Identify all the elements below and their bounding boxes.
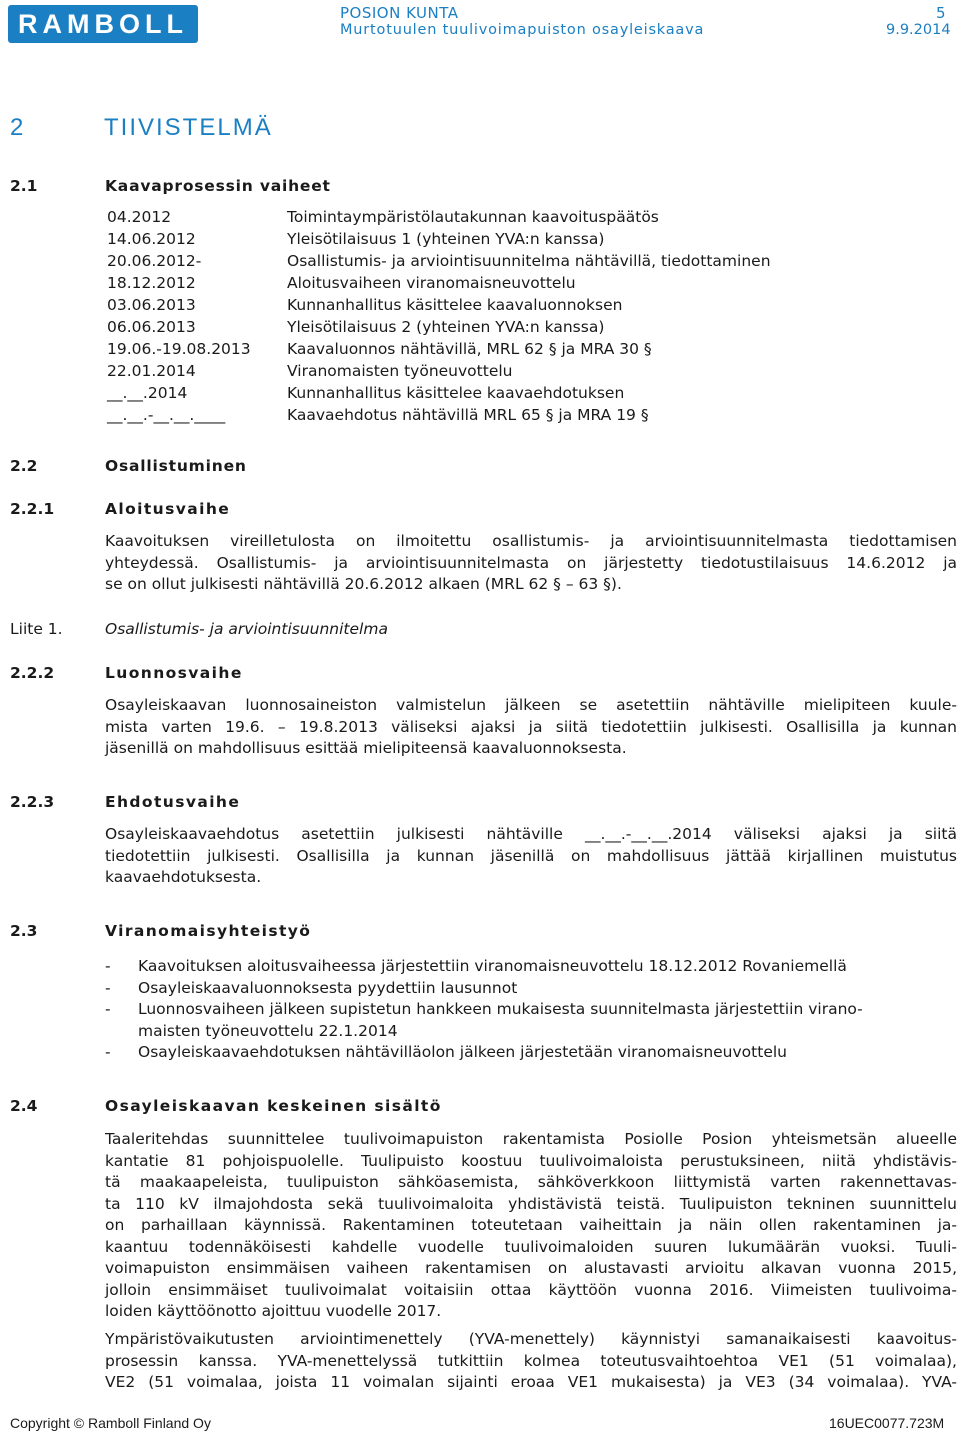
- text-line: mista varten 19.6. – 19.8.2013 väliseksi ajaksi ja siitä tiedotettiin julkisesti. Osallisilla ja kunnan: [105, 717, 957, 736]
- bullet-dash: -: [105, 957, 111, 975]
- text-line: kaantuu todennäköisesti kahdelle vuodelle tuulivoimaloiden suuren lukumäärän vuoksi. Tuuli-: [105, 1237, 957, 1256]
- timeline-event: Kunnanhallitus käsittelee kaavaluonnoksen: [287, 296, 623, 314]
- text-line: VE2 (51 voimalaa, joista 11 voimalan sijainti eroaa VE1 mukaisesta) ja VE3 (34 voimalaa). YVA-: [105, 1373, 957, 1391]
- text-line: tiedotettiin julkisesti. Osallisilla ja kunnan jäsenillä on mahdollisuus jättää kirjallinen muistutus: [105, 846, 957, 865]
- heading-title: Aloitusvaihe: [105, 500, 231, 518]
- footer-document-code: 16UEC0077.723M: [829, 1415, 945, 1431]
- attachment-label: Liite 1.: [10, 620, 63, 638]
- heading-title: Osayleiskaavan keskeinen sisältö: [105, 1097, 442, 1115]
- paragraph-ehdotusvaihe: [105, 824, 957, 889]
- list-item-text: Osayleiskaavaehdotuksen nähtävilläolon jälkeen järjestetään viranomaisneuvottelu: [138, 1043, 787, 1061]
- timeline-date: 14.06.2012: [107, 230, 196, 248]
- text-line: yhteydessä. Osallistumis- ja arviointisuunnitelmasta on järjestetty tiedotustilaisuus 14.6.2012 ja: [105, 553, 957, 572]
- list-item: [105, 956, 847, 978]
- timeline-event: Kaavaluonnos nähtävillä, MRL 62 § ja MRA 30 §: [287, 340, 652, 358]
- list-item: [105, 1042, 830, 1064]
- heading-title: Ehdotusvaihe: [105, 793, 241, 811]
- heading-title: Luonnosvaihe: [105, 664, 243, 682]
- heading-number: 2.2.2: [10, 664, 55, 682]
- text-line: tä maakaapeleista, tuulipuiston sähköasemista, sähköverkkoon liittymistä varten rakennettavas-: [105, 1173, 957, 1191]
- bullet-dash: -: [105, 1000, 111, 1018]
- text-line: on parhaillaan käynnissä. Rakentaminen toteutetaan vaiheittain ja näin ollen rakentaminen ja-: [105, 1216, 957, 1234]
- text-line: se on ollut julkisesti nähtävillä 20.6.2012 alkaen (MRL 62 § – 63 §).: [105, 575, 622, 593]
- timeline-event: Aloitusvaiheen viranomaisneuvottelu: [287, 274, 576, 292]
- timeline-date: 06.06.2013: [107, 318, 196, 336]
- heading-number: 2.2.3: [10, 793, 55, 811]
- text-line: ta 110 kV ilmajohdosta sekä tuulivoimaloita yhdistävistä teistä. Tuulipuiston tekninen suunnittelu: [105, 1194, 957, 1213]
- attachment-title: Osallistumis- ja arviointisuunnitelma: [105, 620, 388, 638]
- list-item-text: Osayleiskaavaluonnoksesta pyydettiin lausunnot: [138, 978, 518, 997]
- heading-title: Viranomaisyhteistyö: [105, 922, 312, 940]
- paragraph-aloitusvaihe: [105, 531, 957, 596]
- heading-number: 2.2: [10, 457, 38, 475]
- list-item-text: maisten työneuvottelu 22.1.2014: [138, 1021, 398, 1040]
- list-item-continuation: [105, 1021, 830, 1043]
- heading-number: 2.3: [10, 922, 38, 940]
- text-line: Osayleiskaavaehdotus asetettiin julkisesti nähtäville __.__.-__.__.2014 väliseksi ajaksi ja siitä: [105, 825, 957, 843]
- text-line: Ympäristövaikutusten arviointimenettely (YVA-menettely) käynnistyi samanaikaisesti kaavoitus-: [105, 1330, 957, 1348]
- ramboll-logo: RAMBOLL: [8, 5, 198, 43]
- timeline-event: Yleisötilaisuus 2 (yhteinen YVA:n kanssa): [287, 318, 605, 336]
- bullet-list-viranomaisyhteistyo: [105, 956, 863, 1064]
- section-number: 2: [10, 114, 24, 141]
- list-item-text: Kaavoituksen aloitusvaiheessa järjestettiin viranomaisneuvottelu 18.12.2012 Rovaniemellä: [138, 957, 847, 975]
- timeline-date: 18.12.2012: [107, 274, 196, 292]
- header-title: POSION KUNTA: [340, 4, 459, 22]
- timeline-date: 19.06.-19.08.2013: [107, 340, 251, 358]
- text-line: Taaleritehdas suunnittelee tuulivoimapuiston rakentamista Posiolle Posion yhteismetsän alueelle: [105, 1130, 957, 1148]
- heading-number: 2.1: [10, 177, 38, 195]
- heading-title: Osallistuminen: [105, 457, 247, 475]
- timeline-event: Kaavaehdotus nähtävillä MRL 65 § ja MRA 19 §: [287, 406, 649, 424]
- text-line: Osayleiskaavan luonnosaineiston valmistelun jälkeen se asetettiin nähtäville mielipiteen kuule-: [105, 696, 957, 714]
- timeline-date: __.__.-__.__.____: [107, 406, 226, 424]
- header-subtitle: Murtotuulen tuulivoimapuiston osayleiskaava: [340, 22, 705, 38]
- timeline-date: 20.06.2012-: [107, 252, 202, 270]
- text-line: Kaavoituksen vireilletulosta on ilmoitettu osallistumis- ja arviointisuunnitelmasta tiedottamisen: [105, 532, 957, 550]
- text-line: jäsenillä on mahdollisuus esittää mielipiteensä kaavaluonnoksesta.: [105, 739, 627, 757]
- paragraph-sisalto-1: [105, 1129, 957, 1323]
- page-number: 5: [936, 4, 946, 22]
- text-line: loiden käyttöönotto ajoittuu vuodelle 2017.: [105, 1302, 442, 1320]
- text-line: kaavaehdotuksesta.: [105, 868, 262, 886]
- text-line: jolloin ensimmäiset tuulivoimalat voitaisiin ottaa käyttöön vuonna 2016. Viimeisten tuulivoima-: [105, 1280, 957, 1299]
- timeline-date: 04.2012: [107, 208, 172, 226]
- timeline-date: 03.06.2013: [107, 296, 196, 314]
- timeline-date: 22.01.2014: [107, 362, 196, 380]
- timeline-event: Yleisötilaisuus 1 (yhteinen YVA:n kanssa): [287, 230, 605, 248]
- text-line: prosessin kanssa. YVA-menettelyssä tutkittiin kolmea toteutusvaihtoehtoa VE1 (51 voimalaa),: [105, 1351, 957, 1370]
- heading-title: Kaavaprosessin vaiheet: [105, 177, 331, 195]
- heading-number: 2.4: [10, 1097, 38, 1115]
- timeline-event: Kunnanhallitus käsittelee kaavaehdotuksen: [287, 384, 625, 402]
- header-date: 9.9.2014: [886, 22, 951, 38]
- timeline-event: Viranomaisten työneuvottelu: [287, 362, 513, 380]
- timeline-event: Toimintaympäristölautakunnan kaavoituspäätös: [287, 208, 659, 226]
- text-line: kantatie 81 pohjoispuolelle. Tuulipuisto koostuu tuulivoimaloista perustuksineen, niitä yhdistävis-: [105, 1151, 957, 1170]
- footer-copyright: Copyright © Ramboll Finland Oy: [10, 1415, 211, 1431]
- bullet-dash: -: [105, 1043, 111, 1061]
- timeline-date: __.__.2014: [107, 384, 188, 402]
- list-item-text: Luonnosvaiheen jälkeen supistetun hankkeen mukaisesta suunnitelmasta järjestettiin virano-: [138, 1000, 863, 1018]
- timeline-event: Osallistumis- ja arviointisuunnitelma nähtävillä, tiedottaminen: [287, 252, 771, 270]
- text-line: voimapuiston ensimmäisen vaiheen rakentamisen on alustavasti arvioitu alkavan vuonna 2015,: [105, 1259, 957, 1277]
- heading-number: 2.2.1: [10, 500, 55, 518]
- bullet-dash: -: [105, 978, 111, 997]
- list-item: [105, 999, 863, 1021]
- list-item: [105, 978, 830, 1000]
- section-heading-2: [10, 114, 273, 142]
- paragraph-luonnosvaihe: [105, 695, 957, 760]
- section-title: TIIVISTELMÄ: [104, 114, 273, 141]
- paragraph-sisalto-2: [105, 1329, 957, 1394]
